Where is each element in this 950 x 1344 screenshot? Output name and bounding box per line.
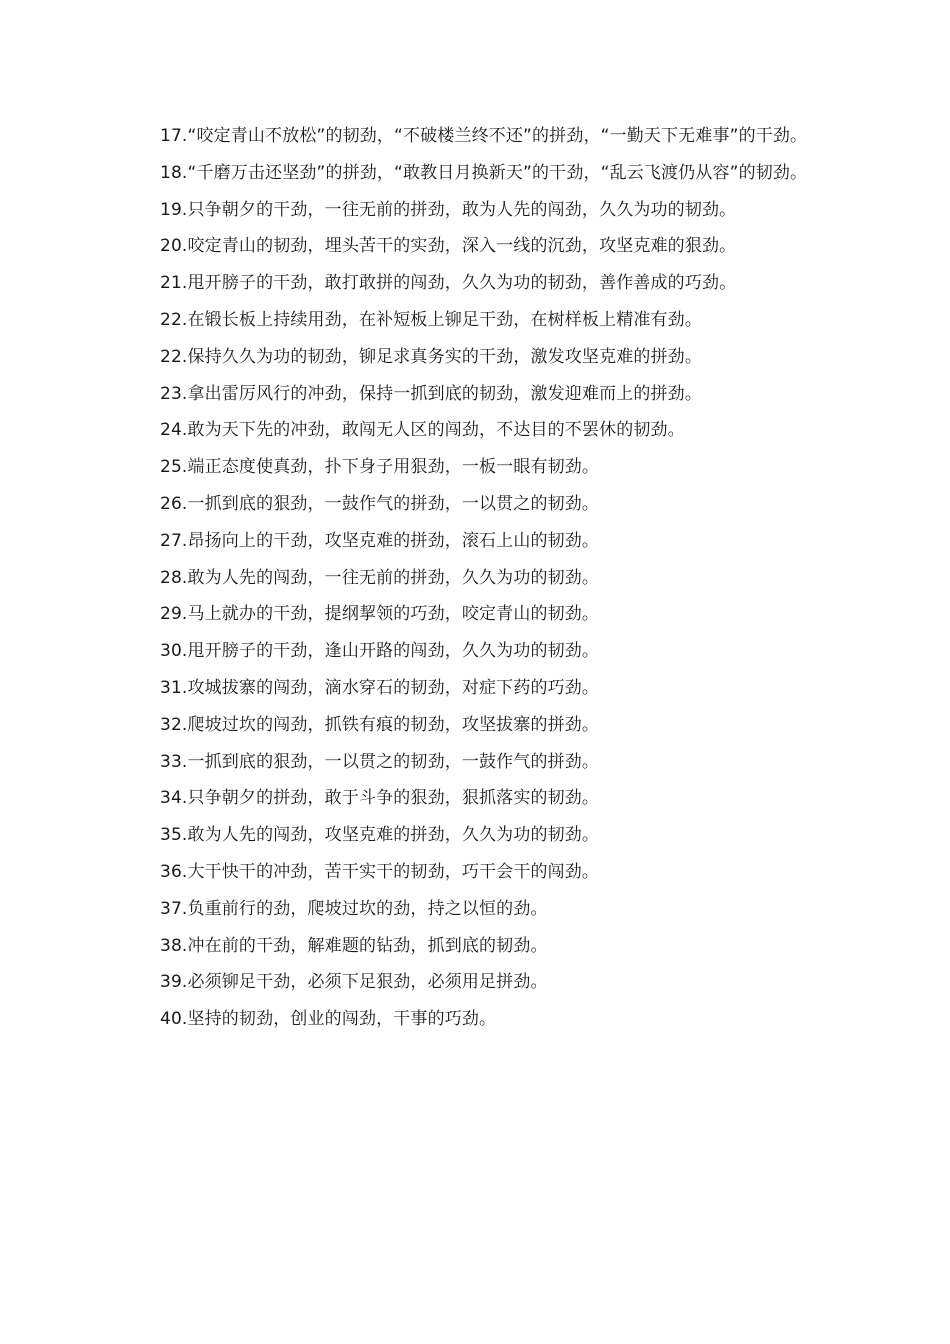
- list-item: 34.只争朝夕的拼劲，敢于斗争的狠劲，狠抓落实的韧劲。: [160, 788, 600, 809]
- list-item: 32.爬坡过坎的闯劲，抓铁有痕的韧劲，攻坚拔寨的拼劲。: [160, 714, 600, 735]
- list-item: 35.敢为人先的闯劲，攻坚克难的拼劲，久久为功的韧劲。: [160, 825, 600, 846]
- list-item: 21.甩开膀子的干劲，敢打敢拼的闯劲，久久为功的韧劲，善作善成的巧劲。: [160, 273, 737, 294]
- list-item: 31.攻城拔寨的闯劲，滴水穿石的韧劲，对症下药的巧劲。: [160, 677, 600, 698]
- list-item: 36.大干快干的冲劲，苦干实干的韧劲，巧干会干的闯劲。: [160, 861, 600, 882]
- item-list: [124, 124, 836, 1044]
- list-item: 27.昂扬向上的干劲，攻坚克难的拼劲，滚石上山的韧劲。: [160, 530, 600, 551]
- list-item: 39.必须铆足干劲，必须下足狠劲，必须用足拼劲。: [160, 972, 548, 993]
- list-item: 28.敢为人先的闯劲，一往无前的拼劲，久久为功的韧劲。: [160, 567, 600, 588]
- list-item: 26.一抓到底的狠劲，一鼓作气的拼劲，一以贯之的韧劲。: [160, 493, 600, 514]
- list-item: 20.咬定青山的韧劲，埋头苦干的实劲，深入一线的沉劲，攻坚克难的狠劲。: [160, 236, 737, 257]
- list-item: 24.敢为天下先的冲劲，敢闯无人区的闯劲，不达目的不罢休的韧劲。: [160, 420, 685, 441]
- list-item: 17.“咬定青山不放松”的韧劲，“不破楼兰终不还”的拼劲，“一勤天下无难事”的干劲。: [160, 126, 808, 146]
- list-item: 33.一抓到底的狠劲，一以贯之的韧劲，一鼓作气的拼劲。: [160, 751, 600, 772]
- list-item: 18.“千磨万击还坚劲”的拼劲，“敢教日月换新天”的干劲，“乱云飞渡仍从容”的韧劲。: [160, 162, 808, 183]
- list-item: 22.在锻长板上持续用劲，在补短板上铆足干劲，在树样板上精准有劲。: [160, 309, 702, 330]
- list-item: 29.马上就办的干劲，提纲挈领的巧劲，咬定青山的韧劲。: [160, 604, 600, 625]
- list-item: 25.端正态度使真劲，扑下身子用狠劲，一板一眼有韧劲。: [160, 457, 600, 478]
- list-item: 19.只争朝夕的干劲，一往无前的拼劲，敢为人先的闯劲，久久为功的韧劲。: [160, 199, 737, 220]
- list-item: 37.负重前行的劲，爬坡过坎的劲，持之以恒的劲。: [160, 898, 548, 919]
- list-item: 22.保持久久为功的韧劲，铆足求真务实的干劲，激发攻坚克难的拼劲。: [160, 346, 702, 367]
- list-item: 40.坚持的韧劲，创业的闯劲，干事的巧劲。: [160, 1009, 497, 1030]
- list-item: 23.拿出雷厉风行的冲劲，保持一抓到底的韧劲，激发迎难而上的拼劲。: [160, 383, 702, 404]
- list-item: 38.冲在前的干劲，解难题的钻劲，抓到底的韧劲。: [160, 935, 548, 956]
- list-item: 30.甩开膀子的干劲，逢山开路的闯劲，久久为功的韧劲。: [160, 641, 600, 662]
